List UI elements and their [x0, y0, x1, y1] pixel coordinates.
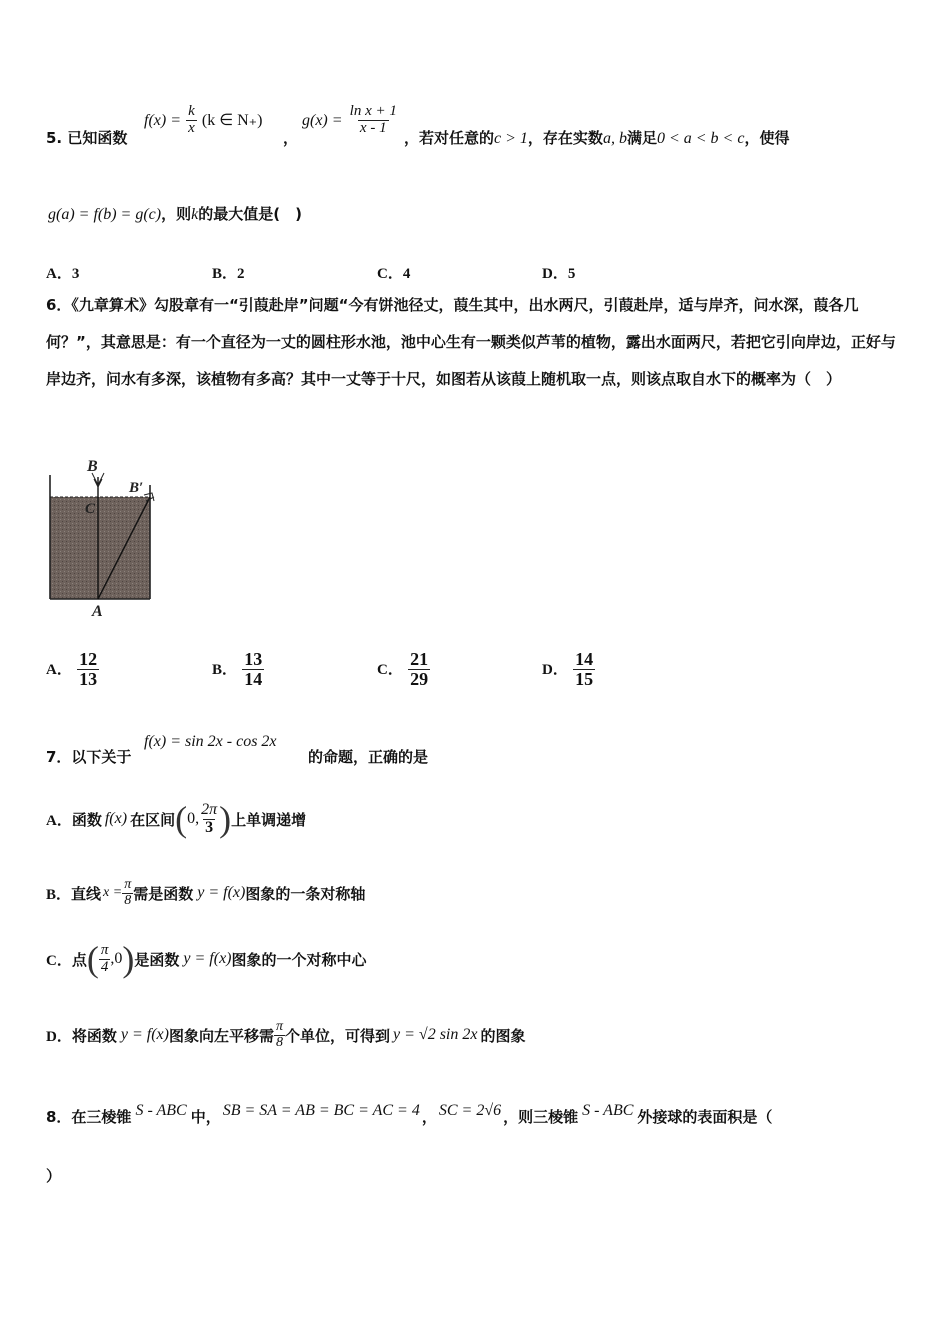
q6-option-c[interactable]: C． $\frac{21}{29}$ — [377, 649, 429, 689]
q5-option-c[interactable]: C．4 — [377, 266, 411, 282]
label-b: B — [87, 458, 98, 475]
label-a: A — [92, 603, 103, 620]
q5-option-b[interactable]: B．2 — [212, 266, 245, 282]
q5-equation-line: g(a) = f(b) = g(c)，则k的最大值是( ) — [48, 205, 302, 223]
q5-g-definition: g(x) = $\frac{\text{ln x + 1}}{x - 1}$ — [302, 103, 397, 136]
q8-stem: 8．在三棱锥 S - ABC 中， SB = SA = AB = BC = AC = 4 ， SC = 2√6 ，则三棱锥 S - ABC 外接球的表面积是（ — [46, 1101, 773, 1126]
q6-stem: 6．《九章算术》勾股章有一“引葭赴岸”问题“今有饼池径丈，葭生其中，出水两尺，引葭赴岸，适与岸齐，问水深，葭各几何？”，其意思是：有一个直径为一丈的圆柱形水池，池中心生有一颗类似芦苇的植物，露出水面两尺，若把它引向岸边，正好与岸边齐，问水有多深，该植物有多高？其中一丈等于十尺，如图若从该葭上随机取一点，则该点取自水下的概率为（ ） — [46, 296, 896, 388]
q6-pool-figure — [40, 455, 170, 620]
q5-option-a[interactable]: A．3 — [46, 266, 80, 282]
q6-option-d[interactable]: D． $\frac{14}{15}$ — [542, 649, 594, 689]
q8-close-paren: ） — [46, 1167, 62, 1185]
q7-lead: 7．以下关于 — [46, 748, 132, 766]
q7-option-d[interactable]: D． 将函数 y = f(x) 图象向左平移需 $\frac{\pi}{8}$ 个单位，可得到 y = √2 sin 2x 的图象 — [46, 1019, 526, 1050]
q7-option-b[interactable]: B． 直线 x = $\frac{\pi}{8}$ 需是函数 y = f(x) 图象的一条对称轴 — [46, 877, 366, 908]
q5-condition-line: ，若对任意的c > 1，存在实数a, b满足0 < a < b < c，使得 — [404, 129, 790, 147]
q5-f-definition: f(x) = $\frac{k}{x}$ (k ∈ N₊) — [144, 103, 263, 136]
q5-option-d[interactable]: D．5 — [542, 266, 576, 282]
q7-option-a[interactable]: A． 函数 f(x) 在区间 ( 0, $\frac{2\pi}{3}$ ) 上单调递增 — [46, 799, 307, 839]
q7-tail: 的命题，正确的是 — [308, 748, 429, 766]
label-b-prime: B′ — [129, 480, 144, 496]
q5-separator: ， — [283, 129, 299, 147]
label-c: C — [85, 501, 96, 517]
q6-option-b[interactable]: B． $\frac{13}{14}$ — [212, 649, 263, 689]
q5-number: 5. 已知函数 — [46, 129, 128, 147]
q6-option-a[interactable]: A． $\frac{12}{13}$ — [46, 649, 98, 689]
q7-option-c[interactable]: C． 点 ( $\frac{\pi}{4}$ ,0 ) 是函数 y = f(x) 图象的一个对称中心 — [46, 939, 367, 979]
water-region — [50, 497, 150, 599]
q7-function: f(x) = sin 2x - cos 2x — [144, 733, 277, 750]
